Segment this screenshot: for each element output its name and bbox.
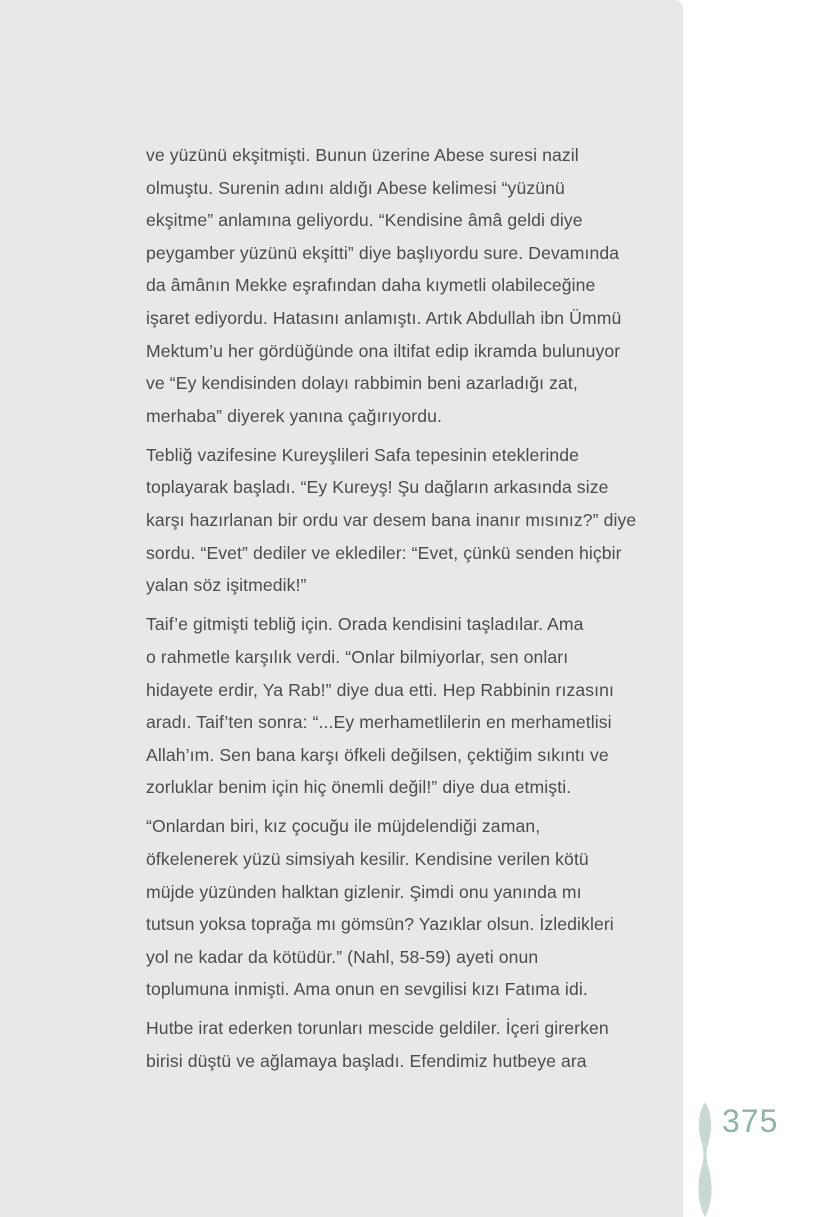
margin-ornament-icon bbox=[692, 1100, 718, 1217]
paragraph: ve yüzünü ekşitmişti. Bunun üzerine Abese suresi nazil olmuştu. Surenin adını aldığı Abese kelimesi “yüzünü ekşitme” anlamına geliyordu. “Kendisine âmâ geldi diye peygamber yüzünü ekşitti” diye başlıyordu sure. Devamında da âmânın Mekke eşrafından daha kıymetli olabileceğine işaret ediyordu. Hatasını anlamıştı. Artık Abdullah ibn Ümmü Mektum’u her gördüğünde ona iltifat edip ikramda bulunuyor ve “Ey kendisinden dolayı rabbimin beni azarladığı zat, merhaba” diyerek yanına çağırıyordu. bbox=[146, 145, 622, 426]
body-text bbox=[146, 139, 666, 1084]
paragraph: Tebliğ vazifesine Kureyşlileri Safa tepesinin eteklerinde toplayarak başladı. “Ey Kureyş! Şu dağların arkasında size karşı hazırlanan bir ordu var desem bana inanır mısınız?” diye sordu. “Evet” dediler ve eklediler: “Evet, çünkü senden hiçbir yalan söz işitmedik!” bbox=[146, 444, 637, 596]
paragraph: Hutbe irat ederken torunları mescide geldiler. İçeri girerken birisi düştü ve ağlamaya başladı. Efendimiz hutbeye ara bbox=[146, 1018, 609, 1072]
paragraph: “Onlardan biri, kız çocuğu ile müjdelendiği zaman, öfkelenerek yüzü simsiyah kesilir. Kendisine verilen kötü müjde yüzünden halktan gizlenir. Şimdi onu yanında mı tutsun yoksa toprağa mı gömsün? Yazıklar olsun. İzledikleri yol ne kadar da kötüdür.” (Nahl, 58-59) ayeti onun toplumuna inmişti. Ama onun en sevgilisi kızı Fatıma idi. bbox=[146, 816, 614, 1000]
paragraph: Taif’e gitmişti tebliğ için. Orada kendisini taşladılar. Ama o rahmetle karşılık verdi. “Onlar bilmiyorlar, sen onları hidayete erdir, Ya Rab!” diye dua etti. Hep Rabbinin rızasını aradı. Taif’ten sonra: “...Ey merhametlilerin en merhametlisi Allah’ım. Sen bana karşı öfkeli değilsen, çektiğim sıkıntı ve zorluklar benim için hiç önemli değil!” diye dua etmişti. bbox=[146, 614, 615, 798]
page-number: 375 bbox=[722, 1103, 779, 1139]
